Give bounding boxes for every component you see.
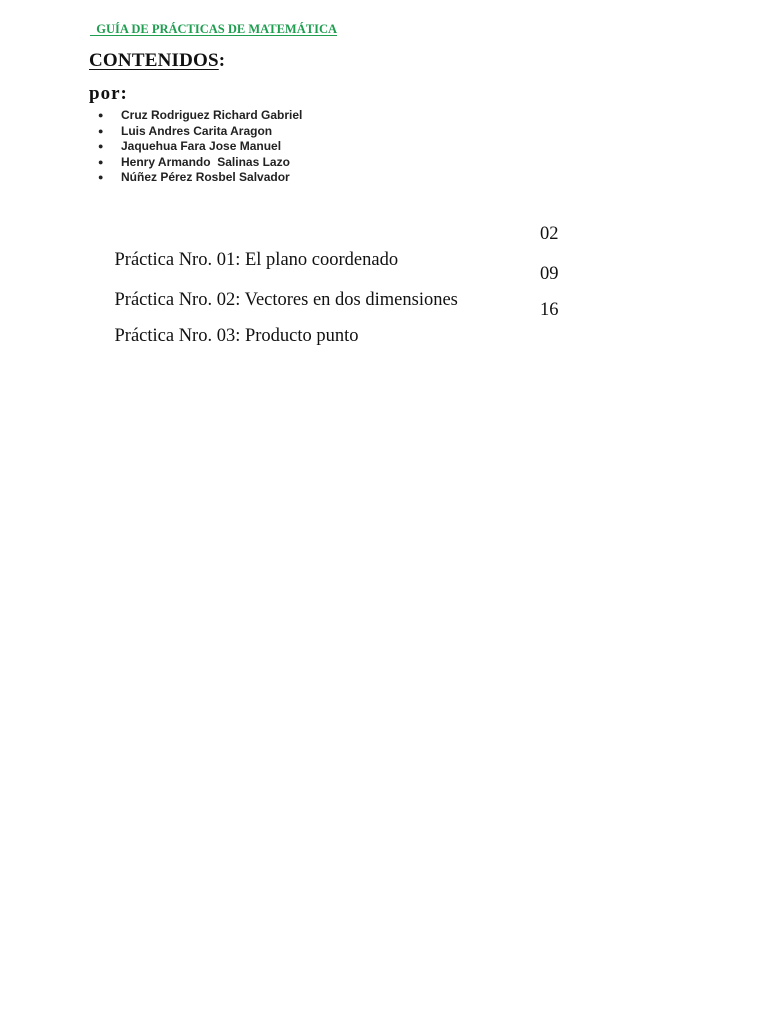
authors-label: por: — [89, 83, 128, 104]
author-name: Núñez Pérez Rosbel Salvador — [121, 170, 290, 185]
toc-entry — [96, 221, 576, 270]
author-name: Cruz Rodriguez Richard Gabriel — [121, 108, 303, 122]
toc-entry-page: 16 — [540, 300, 559, 320]
contents-heading — [89, 50, 225, 72]
toc-entry-title: Práctica Nro. 03: Producto punto — [114, 326, 359, 346]
bullet-icon: ● — [98, 172, 104, 183]
toc-entry-title: Práctica Nro. 02: Vectores en dos dimensiones — [114, 290, 458, 310]
author-item — [98, 108, 302, 124]
contents-heading-text: CONTENIDOS — [89, 50, 219, 71]
author-name: Jaquehua Fara Jose Manuel — [121, 139, 282, 154]
guide-title: GUÍA DE PRÁCTICAS DE MATEMÁTICA — [90, 22, 338, 36]
toc-entry — [96, 297, 576, 346]
toc-entry-page: 02 — [540, 224, 559, 244]
bullet-icon: ● — [98, 156, 104, 167]
author-item — [98, 170, 302, 186]
table-of-contents — [96, 221, 576, 346]
author-item — [98, 155, 302, 171]
toc-entry-title: Práctica Nro. 01: El plano coordenado — [114, 250, 399, 270]
bullet-icon: ● — [98, 125, 104, 136]
author-name: Henry Armando Salinas Lazo — [121, 154, 290, 169]
bullet-icon: ● — [98, 110, 104, 120]
author-name: Luis Andres Carita Aragon — [121, 123, 273, 138]
author-item — [98, 139, 302, 155]
contents-heading-colon: : — [218, 50, 226, 71]
author-item — [98, 124, 302, 140]
author-list — [98, 108, 302, 186]
bullet-icon: ● — [98, 141, 104, 152]
toc-entry-page: 09 — [540, 264, 559, 284]
